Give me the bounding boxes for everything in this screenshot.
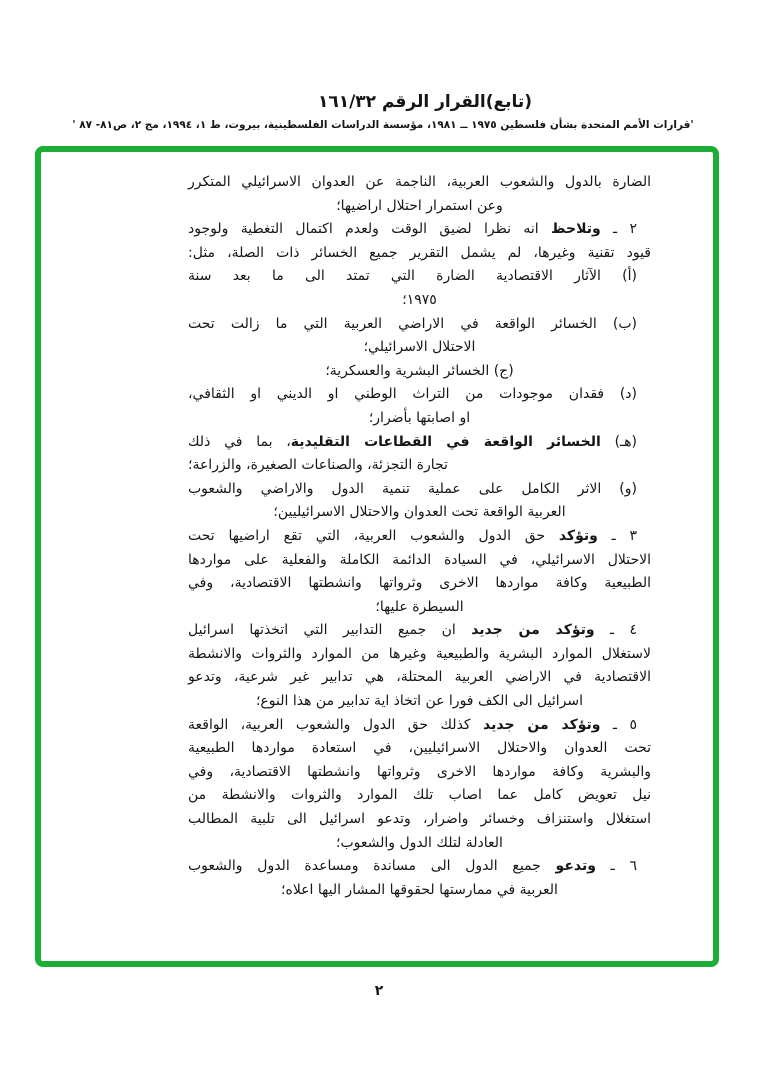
text-line	[188, 525, 651, 549]
text-segment: اسرائيل الى الكف فورا عن اتخاذ اية تدابير من هذا النوع؛	[255, 693, 584, 710]
text-line	[188, 619, 651, 643]
text-segment: كذلك حق الدول والشعوب العربية، الواقعة	[188, 716, 484, 733]
text-line	[188, 407, 651, 431]
text-line	[188, 643, 651, 667]
text-line	[188, 242, 651, 266]
text-segment: العربية الواقعة تحت العدوان والاحتلال الاسرائيليين؛	[273, 504, 566, 521]
bold-text-segment: الخسائر الواقعة في القطاعات التقليدية	[290, 433, 601, 450]
text-line	[188, 195, 651, 219]
text-segment: ٦ ـ	[595, 858, 637, 875]
text-segment: العربية في ممارستها لحقوقها المشار اليها اعلاه؛	[281, 881, 558, 898]
text-line	[188, 265, 651, 289]
text-line	[188, 549, 651, 573]
text-line	[188, 879, 651, 903]
text-line	[188, 218, 651, 242]
text-line	[188, 832, 651, 856]
text-line	[188, 289, 651, 313]
text-line	[188, 596, 651, 620]
text-line	[188, 478, 651, 502]
source-citation: 'قرارات الأمم المتحدة بشأن فلسطين ١٩٧٥ ــ ١٩٨١، مؤسسة الدراسات الفلسطينية، بيروت، ط ١، ١٩٩٤، مج ٢، ص٨١- ٨٧ '	[72, 119, 694, 131]
text-line	[188, 360, 651, 384]
resolution-body-text	[41, 152, 713, 961]
text-segment: ٢ ـ	[600, 221, 637, 238]
text-segment: تجارة التجزئة، والصناعات الصغيرة، والزراعة؛	[188, 457, 448, 474]
text-segment: وعن استمرار احتلال اراضيها؛	[336, 197, 503, 214]
resolution-title: (تابع)القرار الرقم ١٦١/٣٢	[317, 92, 533, 112]
text-line	[188, 313, 651, 337]
text-line	[188, 572, 651, 596]
text-segment: السيطرة عليها؛	[375, 598, 464, 615]
text-segment: الاحتلال الاسرائيلي، في السيادة الدائمة الكاملة والفعلية على مواردها	[188, 551, 651, 568]
page-header	[0, 92, 758, 131]
text-line	[188, 454, 651, 478]
bold-text-segment: وتؤكد من جديد	[483, 716, 601, 733]
text-line	[188, 808, 651, 832]
text-line	[188, 501, 651, 525]
text-segment: لاستغلال الموارد البشرية والطبيعية وغيرها من الموارد والثروات والانشطة	[188, 645, 651, 662]
page-number: ٢	[374, 983, 384, 999]
text-segment: نيل تعويض كامل عما اصاب تلك الموارد والثروات والانشطة من	[188, 787, 651, 804]
text-line	[188, 336, 651, 360]
text-segment: (ج) الخسائر البشرية والعسكرية؛	[325, 362, 514, 379]
text-segment: العادلة لتلك الدول والشعوب؛	[336, 834, 503, 851]
text-segment: (هـ)	[600, 433, 637, 450]
text-segment: ٤ ـ	[594, 622, 638, 639]
text-segment: استغلال واستنزاف وخسائر واضرار، وتدعو اسرائيل الى تلبية المطالب	[188, 811, 651, 828]
text-segment: الاحتلال الاسرائيلي؛	[363, 339, 476, 356]
bold-text-segment: وتلاحظ	[551, 221, 601, 238]
text-segment: الضارة بالدول والشعوب العربية، الناجمة عن العدوان الاسرائيلي المتكرر	[188, 174, 651, 190]
bold-text-segment: وتؤكد من جديد	[471, 622, 595, 639]
text-segment: الاقتصادية في الاراضي العربية المحتلة، هي تدابير غير شرعية، وتدعو	[188, 669, 651, 686]
bold-text-segment: وتدعو	[555, 858, 596, 875]
text-segment: (أ) الآثار الاقتصادية الضارة التي تمتد الى ما بعد سنة	[188, 268, 637, 285]
text-line	[188, 431, 651, 455]
text-line	[188, 171, 651, 195]
green-frame	[35, 146, 719, 967]
text-segment: ١٩٧٥؛	[402, 291, 437, 308]
text-line	[188, 714, 651, 738]
text-line	[188, 784, 651, 808]
text-segment: جميع الدول الى مساندة ومساعدة الدول والشعوب	[188, 858, 556, 875]
text-segment: ٣ ـ	[597, 527, 637, 544]
text-line	[188, 761, 651, 785]
text-segment: (ب) الخسائر الواقعة في الاراضي العربية التي ما زالت تحت	[188, 315, 637, 332]
text-line	[188, 666, 651, 690]
text-segment: ان جميع التدابير التي اتخذتها اسرائيل	[188, 622, 472, 639]
text-line	[188, 690, 651, 714]
text-line	[188, 383, 651, 407]
text-segment: ، بما في ذلك	[188, 433, 291, 450]
text-segment: (د) فقدان موجودات من التراث الوطني او الديني او الثقافي،	[188, 386, 637, 403]
text-segment: قيود تقنية وغيرها، لم يشمل التقرير جميع الخسائر ذات الصلة، مثل:	[188, 244, 651, 261]
text-segment: الطبيعية وكافة مواردها الاخرى وثرواتها وانشطتها الاقتصادية، وفي	[188, 575, 651, 592]
text-line	[188, 737, 651, 761]
text-segment: تحت العدوان والاحتلال الاسرائيليين، في استعادة مواردها الطبيعية	[188, 740, 651, 757]
text-segment: حق الدول والشعوب العربية، التي تقع اراضيها تحت	[188, 527, 559, 544]
text-line	[188, 855, 651, 879]
bold-text-segment: وتؤكد	[558, 527, 598, 544]
text-segment: انه نظرا لضيق الوقت ولعدم اكتمال التغطية ولوجود	[188, 221, 551, 238]
text-segment: ٥ ـ	[600, 716, 637, 733]
text-segment: (و) الاثر الكامل على عملية تنمية الدول والاراضي والشعوب	[188, 480, 637, 497]
text-segment: او اصابتها بأضرار؛	[368, 409, 471, 426]
text-segment: والبشرية وكافة مواردها الاخرى وثرواتها وانشطتها الاقتصادية، وفي	[188, 763, 651, 780]
